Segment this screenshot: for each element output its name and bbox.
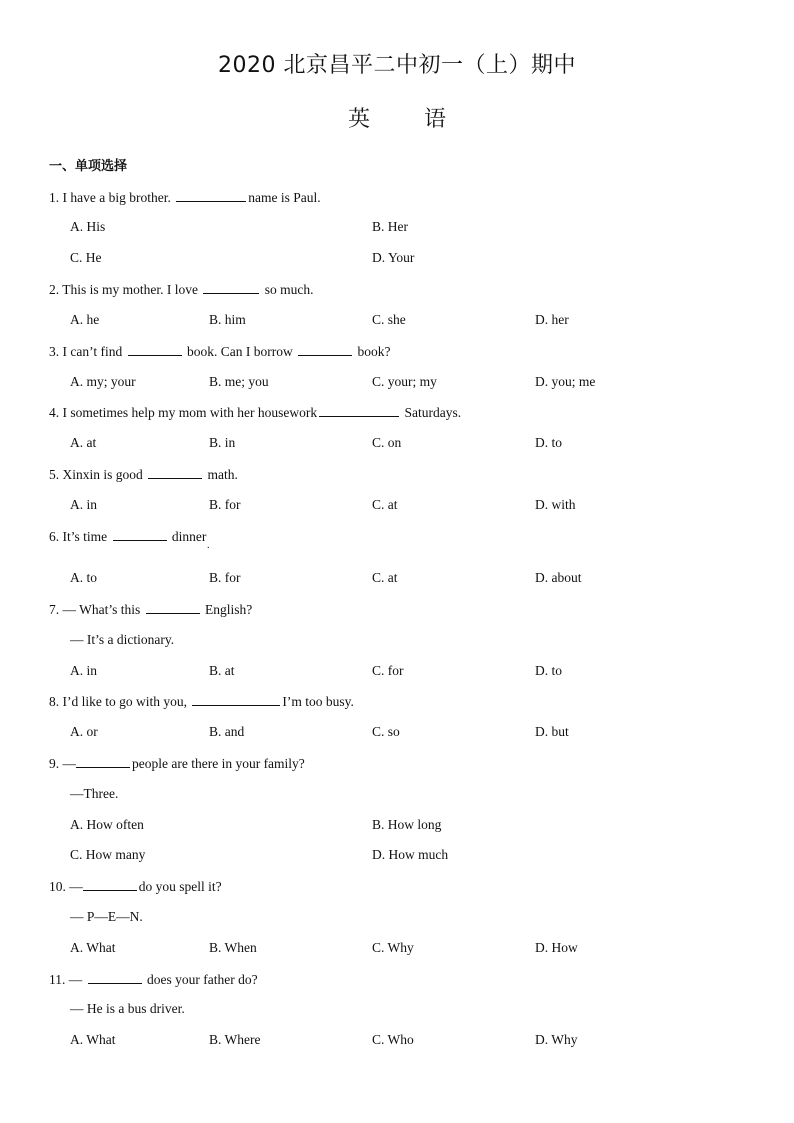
answer-blank [203, 281, 259, 294]
option-6d[interactable]: D. about [535, 570, 582, 585]
option-7b[interactable]: B. at [209, 663, 235, 678]
option-3c[interactable]: C. your; my [372, 374, 437, 389]
question-7: 7. — What’s this English? [49, 602, 253, 617]
question-8: 8. I’d like to go with you, I’m too busy. [49, 694, 354, 709]
option-5b[interactable]: B. for [209, 497, 241, 512]
answer-blank [128, 343, 182, 356]
option-11a[interactable]: A. What [70, 1032, 116, 1047]
answer-blank [298, 343, 352, 356]
option-8c[interactable]: C. so [372, 724, 400, 739]
option-6a[interactable]: A. to [70, 570, 97, 585]
subject-char-1: 英 [347, 107, 370, 132]
option-9b[interactable]: B. How long [372, 817, 442, 832]
question-3: 3. I can’t find book. Can I borrow book? [49, 344, 391, 359]
option-2b[interactable]: B. him [209, 312, 246, 327]
option-2c[interactable]: C. she [372, 312, 406, 327]
option-2d[interactable]: D. her [535, 312, 569, 327]
option-8d[interactable]: D. but [535, 724, 569, 739]
option-10a[interactable]: A. What [70, 940, 116, 955]
option-6b[interactable]: B. for [209, 570, 241, 585]
option-8a[interactable]: A. or [70, 724, 98, 739]
option-7d[interactable]: D. to [535, 663, 562, 678]
option-11c[interactable]: C. Who [372, 1032, 414, 1047]
page-title: 2020 北京昌平二中初一（上）期中 [218, 53, 576, 78]
option-6c[interactable]: C. at [372, 570, 398, 585]
option-4b[interactable]: B. in [209, 435, 236, 450]
option-11b[interactable]: B. Where [209, 1032, 261, 1047]
answer-blank [76, 755, 130, 768]
question-5: 5. Xinxin is good math. [49, 467, 238, 482]
option-5a[interactable]: A. in [70, 497, 97, 512]
option-4a[interactable]: A. at [70, 435, 97, 450]
option-7a[interactable]: A. in [70, 663, 97, 678]
option-11d[interactable]: D. Why [535, 1032, 578, 1047]
option-1c[interactable]: C. He [70, 250, 102, 265]
option-9a[interactable]: A. How often [70, 817, 144, 832]
option-1a[interactable]: A. His [70, 219, 106, 234]
question-1: 1. I have a big brother. name is Paul. [49, 190, 321, 205]
option-10c[interactable]: C. Why [372, 940, 414, 955]
option-9c[interactable]: C. How many [70, 847, 146, 862]
answer-blank [319, 404, 399, 417]
answer-blank [148, 466, 202, 479]
option-10d[interactable]: D. How [535, 940, 578, 955]
question-4: 4. I sometimes help my mom with her housework Saturdays. [49, 405, 462, 420]
subject-heading [0, 102, 794, 133]
option-1d[interactable]: D. Your [372, 250, 415, 265]
question-9: 9. — people are there in your family? [49, 756, 305, 771]
dialogue-reply: — It’s a dictionary. [70, 632, 175, 647]
option-10b[interactable]: B. When [209, 940, 257, 955]
option-2a[interactable]: A. he [70, 312, 100, 327]
dialogue-reply: —Three. [70, 786, 119, 801]
option-9d[interactable]: D. How much [372, 847, 449, 862]
option-3d[interactable]: D. you; me [535, 374, 596, 389]
section-title: 一、单项选择 [49, 159, 128, 174]
option-5c[interactable]: C. at [372, 497, 398, 512]
question-10: 10. — do you spell it? [49, 879, 222, 894]
answer-blank [192, 693, 280, 706]
dialogue-reply: — P—E—N. [70, 909, 143, 924]
question-2: 2. This is my mother. I love so much. [49, 282, 314, 297]
stray-period: . [207, 540, 210, 551]
option-8b[interactable]: B. and [209, 724, 245, 739]
answer-blank [113, 528, 167, 541]
answer-blank [146, 601, 200, 614]
option-7c[interactable]: C. for [372, 663, 404, 678]
option-4d[interactable]: D. to [535, 435, 562, 450]
dialogue-reply: — He is a bus driver. [70, 1001, 185, 1016]
question-11: 11. — does your father do? [49, 972, 258, 987]
option-3a[interactable]: A. my; your [70, 374, 136, 389]
option-3b[interactable]: B. me; you [209, 374, 269, 389]
answer-blank [88, 971, 142, 984]
answer-blank [83, 878, 137, 891]
option-1b[interactable]: B. Her [372, 219, 408, 234]
option-5d[interactable]: D. with [535, 497, 576, 512]
question-6: 6. It’s time dinner [49, 529, 207, 544]
answer-blank [176, 189, 246, 202]
subject-char-2: 语 [424, 107, 447, 132]
option-4c[interactable]: C. on [372, 435, 402, 450]
